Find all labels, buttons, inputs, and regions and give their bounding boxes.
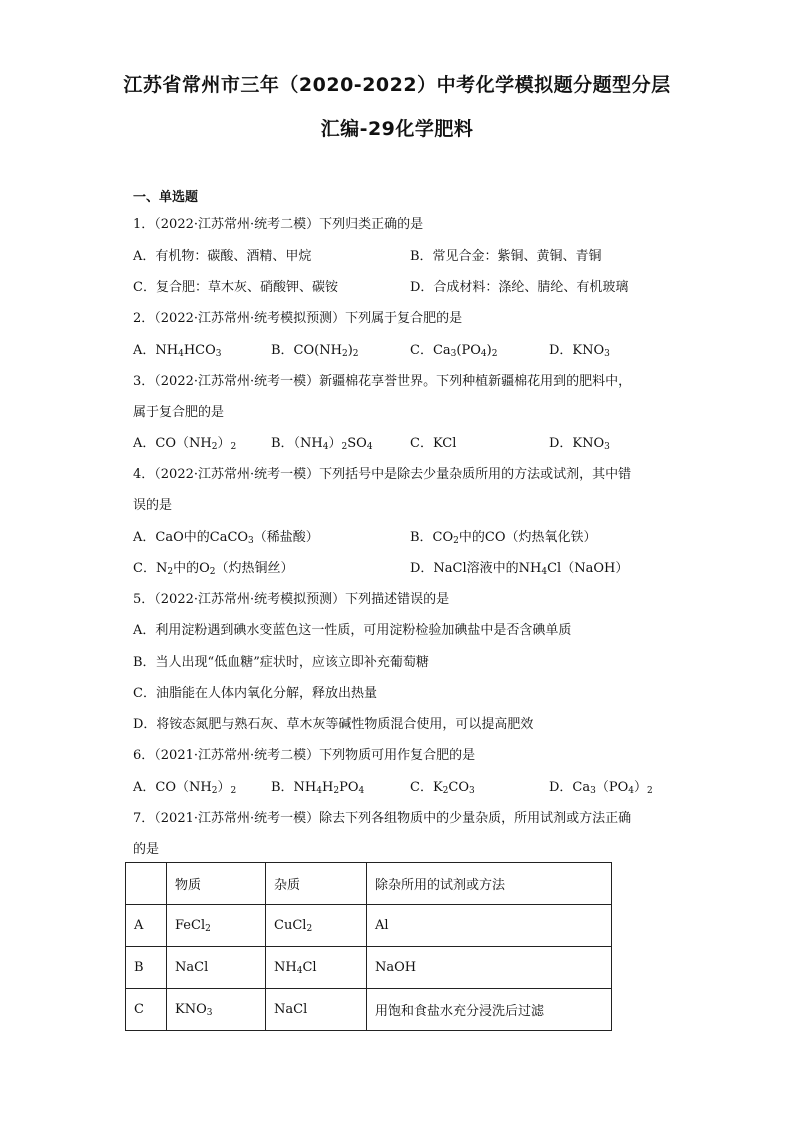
q6-option-c: C．$K_2CO_3$ [410,780,475,796]
q6-option-b: B．$NH_4H_2PO_4$ [271,780,365,796]
section-heading: 一、单选题 [133,190,199,205]
q2-option-a: A．$NH_4HCO_3$ [133,343,222,359]
q3-option-c: C．KCl [410,436,457,451]
method-cell: 用饱和食盐水充分浸洗后过滤 [367,989,612,1031]
q4-option-c: C．$N_2$中的$O_2$（灼热铜丝） [133,561,294,577]
q3-stem-line1: 3．（2022·江苏常州·统考一模）新疆棉花享誉世界。下列种植新疆棉花用到的肥料中， [133,374,632,389]
impurity-cell: NaCl [266,989,367,1031]
table-header-row [126,863,612,905]
q5-option-b: B．当人出现“低血糖”症状时，应该立即补充葡萄糖 [133,655,429,670]
doc-title-line2: 汇编-29化学肥料 [320,118,474,140]
substance-cell: $KNO_3$ [167,989,266,1031]
q7-stem-line2: 的是 [133,842,160,857]
q5-option-c: C．油脂能在人体内氧化分解，释放出热量 [133,686,377,701]
q2-option-d: D．$KNO_3$ [549,343,610,359]
q1-option-b: B．常见合金：紫铜、黄铜、青铜 [410,249,602,264]
impurity-cell: CuCl$_2$ [266,905,367,947]
table-header-cell [126,863,167,905]
q5-stem: 5．（2022·江苏常州·统考模拟预测）下列描述错误的是 [133,592,450,607]
q4-option-a: A．CaO中的CaCO$_3$（稀盐酸） [133,530,319,546]
impurity-table [125,862,612,1031]
q5-option-d: D．将铵态氮肥与熟石灰、草木灰等碱性物质混合使用，可以提高肥效 [133,717,534,732]
table-row [126,905,612,947]
q1-option-a: A．有机物：碳酸、酒精、甲烷 [133,249,312,264]
substance-cell: NaCl [167,947,266,989]
q5-option-a: A．利用淀粉遇到碘水变蓝色这一性质，可用淀粉检验加碘盐中是否含碘单质 [133,623,572,638]
q6-stem: 6．（2021·江苏常州·统考二模）下列物质可用作复合肥的是 [133,748,476,763]
q4-option-d: D．NaCl溶液中的$NH_4Cl(NaOH)$ [410,561,629,577]
method-cell: NaOH [367,947,612,989]
q4-option-b: B．$CO_2$中的CO（灼热氧化铁） [410,530,597,546]
table-row [126,947,612,989]
table-header-cell: 物质 [167,863,266,905]
row-label: A [126,905,167,947]
substance-cell: FeCl$_2$ [167,905,266,947]
q3-option-a: A．$CO(NH_2)_2$ [133,436,237,452]
q6-option-d: D．$Ca_3(PO_4)_2$ [549,780,653,796]
q4-stem-line2: 误的是 [133,498,173,513]
table-header-cell: 杂质 [266,863,367,905]
q4-stem-line1: 4．（2022·江苏常州·统考一模）下列括号中是除去少量杂质所用的方法或试剂，其中错 [133,467,632,482]
q2-option-b: B．$CO(NH_2)_2$ [271,343,359,359]
table-header-cell: 除杂所用的试剂或方法 [367,863,612,905]
q6-option-a: A．$CO(NH_2)_2$ [133,780,237,796]
impurity-cell: $NH_4Cl$ [266,947,367,989]
q1-option-d: D．合成材料：涤纶、腈纶、有机玻璃 [410,280,629,295]
q2-stem: 2．（2022·江苏常州·统考模拟预测）下列属于复合肥的是 [133,311,463,326]
q3-option-b: B．$(NH_4)_2SO_4$ [271,436,373,452]
q3-option-d: D．$KNO_3$ [549,436,610,452]
q3-stem-line2: 属于复合肥的是 [133,405,225,420]
q2-option-c: C．$Ca_3(PO_4)_2$ [410,343,498,359]
q7-stem-line1: 7．（2021·江苏常州·统考一模）除去下列各组物质中的少量杂质，所用试剂或方法正确 [133,811,632,826]
row-label: B [126,947,167,989]
method-cell: Al [367,905,612,947]
q1-stem: 1．（2022·江苏常州·统考二模）下列归类正确的是 [133,217,424,232]
table-row [126,989,612,1031]
doc-title-line1: 江苏省常州市三年（2020-2022）中考化学模拟题分题型分层 [123,74,671,96]
q1-option-c: C．复合肥：草木灰、硝酸钾、碳铵 [133,280,338,295]
row-label: C [126,989,167,1031]
